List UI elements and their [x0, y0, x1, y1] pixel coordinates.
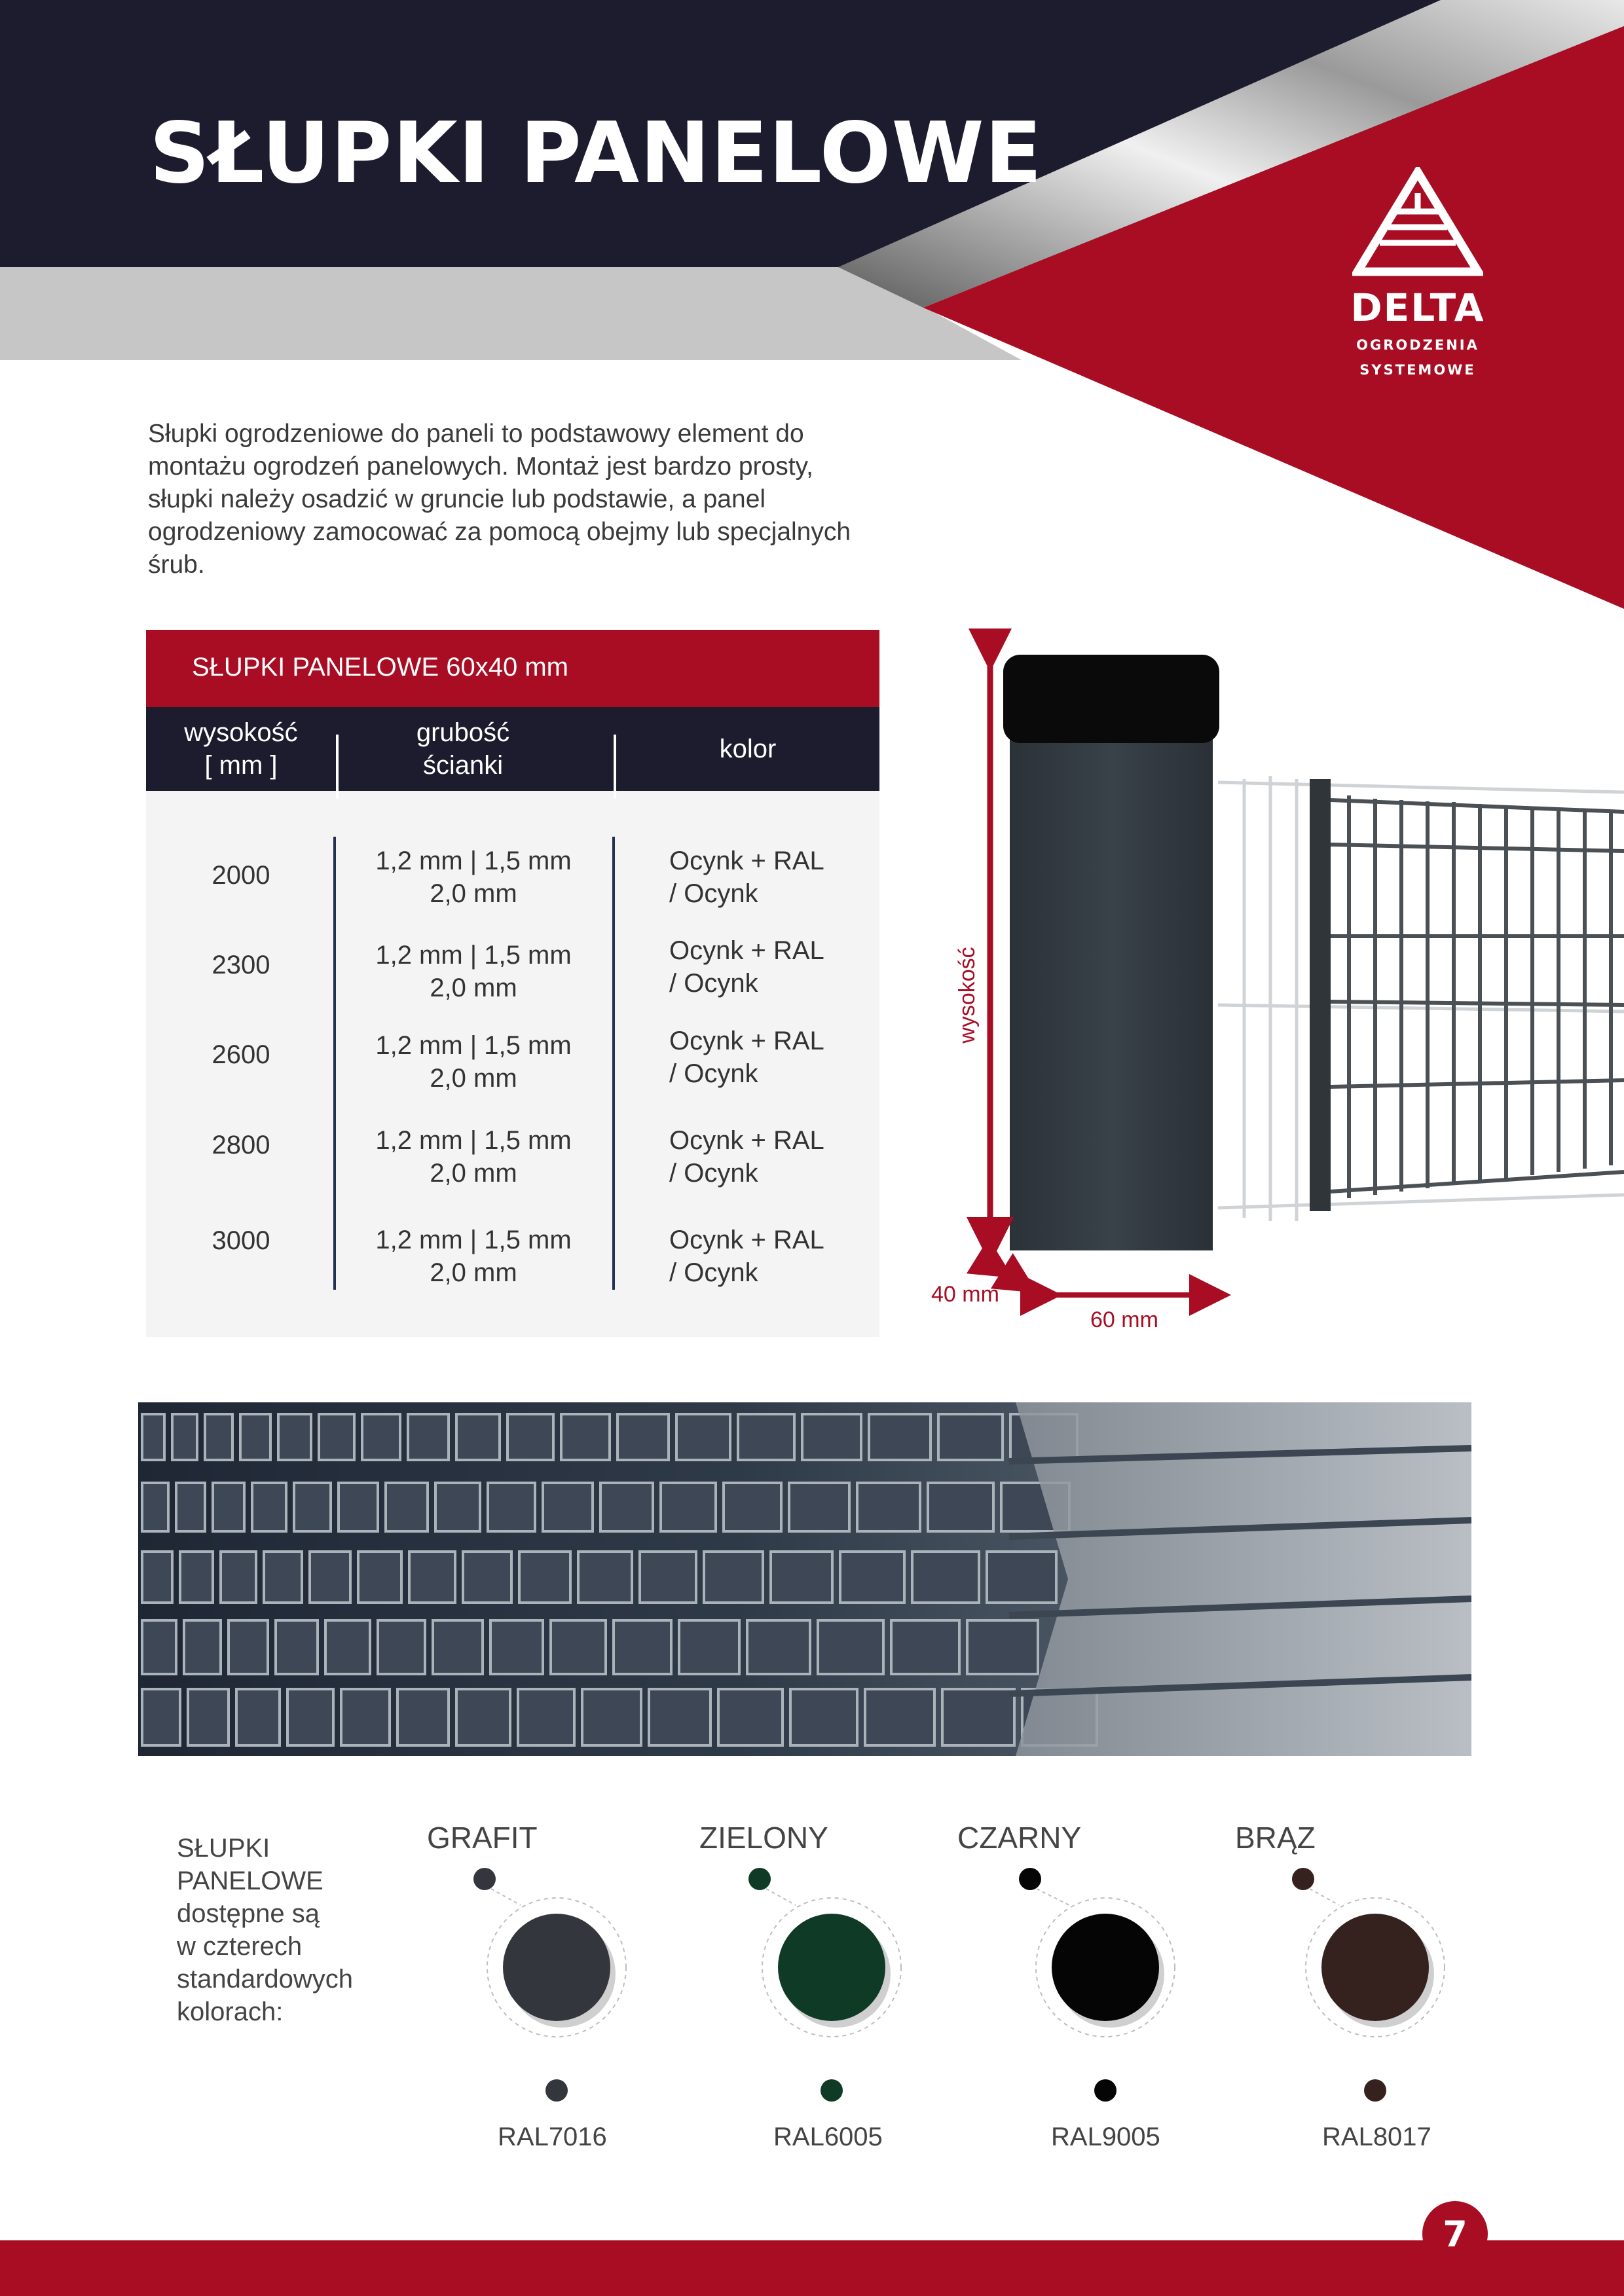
profile-end [142, 1552, 172, 1603]
profile-end [435, 1483, 480, 1531]
profile-end [205, 1414, 232, 1460]
depth-dimension-arrow [995, 1267, 1020, 1282]
profile-end [519, 1552, 570, 1603]
swatch-RAL6005 [778, 1914, 885, 2021]
profile-end [747, 1620, 810, 1674]
swatch-RAL7016 [503, 1914, 610, 2021]
profile-end [938, 1414, 1003, 1460]
column-header-thickness: grubość ścianki [416, 718, 510, 780]
profile-end [325, 1620, 370, 1674]
profile-end [180, 1552, 213, 1603]
table-cell-thickness: 1,2 mm | 1,5 mm 2,0 mm [375, 1126, 572, 1188]
swatch-connector [1037, 1889, 1069, 1905]
profile-end [142, 1689, 180, 1745]
swatch-name-grafit: GRAFIT [427, 1821, 538, 1855]
table-cell-color: Ocynk + RAL / Ocynk [669, 1027, 824, 1088]
profile-end [967, 1620, 1038, 1674]
swatch-code-grafit: RAL7016 [498, 2123, 607, 2151]
profile-end [229, 1620, 268, 1674]
profile-end [409, 1552, 455, 1603]
profile-end [339, 1483, 378, 1531]
swatch-RAL8017 [1321, 1914, 1429, 2021]
profile-end [561, 1414, 610, 1460]
column-header-color: kolor [719, 735, 777, 763]
profile-end [172, 1414, 197, 1460]
table-cell-color: Ocynk + RAL / Ocynk [669, 847, 824, 908]
profile-end [488, 1483, 535, 1531]
table-cell-height: 2800 [212, 1131, 270, 1159]
profile-end [942, 1689, 1014, 1745]
table-cell-color: Ocynk + RAL / Ocynk [669, 936, 824, 998]
profile-end [213, 1483, 244, 1531]
swatch-dot-bottom [1094, 2079, 1116, 2102]
profile-end [679, 1620, 739, 1674]
swatch-code-braz: RAL8017 [1322, 2123, 1431, 2151]
profile-end [704, 1552, 763, 1603]
profile-end [912, 1552, 979, 1603]
fence-post [1310, 779, 1331, 1211]
profile-end [142, 1414, 164, 1460]
color-swatches [393, 1859, 1506, 2108]
spec-table [146, 630, 879, 1337]
profile-end [618, 1414, 669, 1460]
table-cell-height: 2600 [212, 1040, 270, 1069]
table-cell-thickness: 1,2 mm | 1,5 mm 2,0 mm [375, 1226, 572, 1287]
swatch-connector [1310, 1889, 1339, 1905]
profile-end [802, 1414, 861, 1460]
profile-end [661, 1483, 716, 1531]
table-cell-height: 2300 [212, 951, 270, 979]
profile-end [252, 1483, 286, 1531]
main-post-body [1010, 727, 1213, 1250]
profile-end [264, 1552, 302, 1603]
profile-end [433, 1620, 483, 1674]
profile-end [188, 1689, 229, 1745]
profile-end [789, 1483, 849, 1531]
profile-end [869, 1414, 931, 1460]
delta-triangle-logo-icon [1352, 167, 1483, 278]
profile-end [928, 1483, 993, 1531]
profile-end [221, 1552, 256, 1603]
profile-end [891, 1620, 959, 1674]
profile-end [790, 1689, 857, 1745]
profile-end [378, 1620, 425, 1674]
profile-end [142, 1620, 176, 1674]
profile-end [543, 1483, 593, 1531]
profile-end [294, 1483, 331, 1531]
profile-end [490, 1620, 543, 1674]
profile-end [578, 1552, 632, 1603]
profiles-stack-photo [138, 1402, 1471, 1756]
swatch-dot-top [1292, 1868, 1314, 1890]
profile-end [724, 1483, 781, 1531]
swatch-name-zielony: ZIELONY [699, 1821, 828, 1855]
brand-subtitle-1: OGRODZENIA [1356, 337, 1479, 353]
profile-end [614, 1620, 671, 1674]
profile-end [176, 1483, 205, 1531]
table-title-bar [146, 630, 879, 707]
profile-end [240, 1414, 270, 1460]
profiles-stack-image [138, 1402, 1471, 1756]
post-cap [1003, 655, 1219, 743]
profile-end [341, 1689, 390, 1745]
brand-subtitle-2: SYSTEMOWE [1359, 362, 1476, 378]
column-divider [612, 837, 615, 1290]
height-label: wysokość [955, 947, 980, 1044]
profile-end [319, 1414, 354, 1460]
profile-end [518, 1689, 574, 1745]
profile-end [640, 1552, 696, 1603]
table-cell-thickness: 1,2 mm | 1,5 mm 2,0 mm [375, 847, 572, 908]
profile-end [649, 1689, 710, 1745]
post-illustration [923, 629, 1624, 1336]
profile-end [397, 1689, 449, 1745]
profile-end [142, 1483, 168, 1531]
swatch-connector [766, 1889, 796, 1905]
profile-end [362, 1414, 400, 1460]
profile-end [310, 1552, 350, 1603]
profile-end [507, 1414, 553, 1460]
profile-end [184, 1620, 221, 1674]
table-cell-color: Ocynk + RAL / Ocynk [669, 1226, 824, 1287]
profile-end [840, 1552, 904, 1603]
fence-mesh [1331, 795, 1624, 1198]
profile-end [865, 1689, 934, 1745]
swatch-code-czarny: RAL9005 [1051, 2123, 1160, 2151]
page-number: 7 [1422, 2201, 1488, 2267]
swatch-code-zielony: RAL6005 [773, 2123, 883, 2151]
profile-end [287, 1689, 333, 1745]
swatch-dot-top [1019, 1868, 1041, 1890]
profile-end [236, 1689, 280, 1745]
profile-end [818, 1620, 883, 1674]
swatch-dot-top [473, 1868, 496, 1890]
delta-logo [1329, 167, 1506, 380]
column-header-height: wysokość [ mm ] [184, 718, 298, 780]
table-title: SŁUPKI PANELOWE 60x40 mm [192, 653, 568, 682]
profile-end [771, 1552, 832, 1603]
profile-end [718, 1689, 783, 1745]
profile-end [582, 1689, 641, 1745]
profile-end [987, 1552, 1056, 1603]
table-header-row [146, 707, 879, 791]
profile-end [551, 1620, 606, 1674]
table-cell-height: 3000 [212, 1226, 270, 1255]
swatch-dot-bottom [1364, 2079, 1386, 2102]
swatch-name-czarny: CZARNY [957, 1821, 1082, 1855]
page-title: SŁUPKI PANELOWE [149, 105, 1043, 202]
swatch-RAL9005 [1052, 1914, 1159, 2021]
table-cell-thickness: 1,2 mm | 1,5 mm 2,0 mm [375, 941, 572, 1002]
swatch-dot-top [748, 1868, 771, 1890]
table-cell-height: 2000 [212, 861, 270, 890]
profile-end [386, 1483, 428, 1531]
profile-end [456, 1414, 500, 1460]
profile-end [738, 1414, 794, 1460]
table-cell-color: Ocynk + RAL / Ocynk [669, 1126, 824, 1188]
swatch-dot-bottom [821, 2079, 843, 2102]
profile-end [278, 1414, 311, 1460]
profile-end [463, 1552, 511, 1603]
depth-label: 40 mm [931, 1282, 999, 1307]
profile-end [358, 1552, 401, 1603]
brand-name: DELTA [1350, 285, 1485, 330]
profile-end [676, 1414, 730, 1460]
footer-bar [0, 2240, 1624, 2296]
profile-end [408, 1414, 449, 1460]
fence-panel [1218, 776, 1624, 1221]
swatch-dot-bottom [545, 2079, 568, 2102]
profile-end [456, 1689, 510, 1745]
width-label: 60 mm [1090, 1307, 1158, 1332]
swatch-name-braz: BRĄZ [1235, 1821, 1316, 1855]
swatch-connector [491, 1889, 521, 1905]
profile-end [600, 1483, 653, 1531]
colors-intro: SŁUPKI PANELOWE dostępne są w czterech standardowych kolorach: [177, 1834, 354, 2026]
intro-paragraph: Słupki ogrodzeniowe do paneli to podstawowy element do montażu ogrodzeń panelowych. Montaż jest bardzo prosty, słupki należy osadzić w gruncie lub podstawie, a panel ogrodzeniowy zamocować za pomocą obejmy lub specjalnych śrub. [148, 420, 851, 579]
profile-end [276, 1620, 318, 1674]
table-cell-thickness: 1,2 mm | 1,5 mm 2,0 mm [375, 1031, 572, 1093]
profile-end [857, 1483, 920, 1531]
